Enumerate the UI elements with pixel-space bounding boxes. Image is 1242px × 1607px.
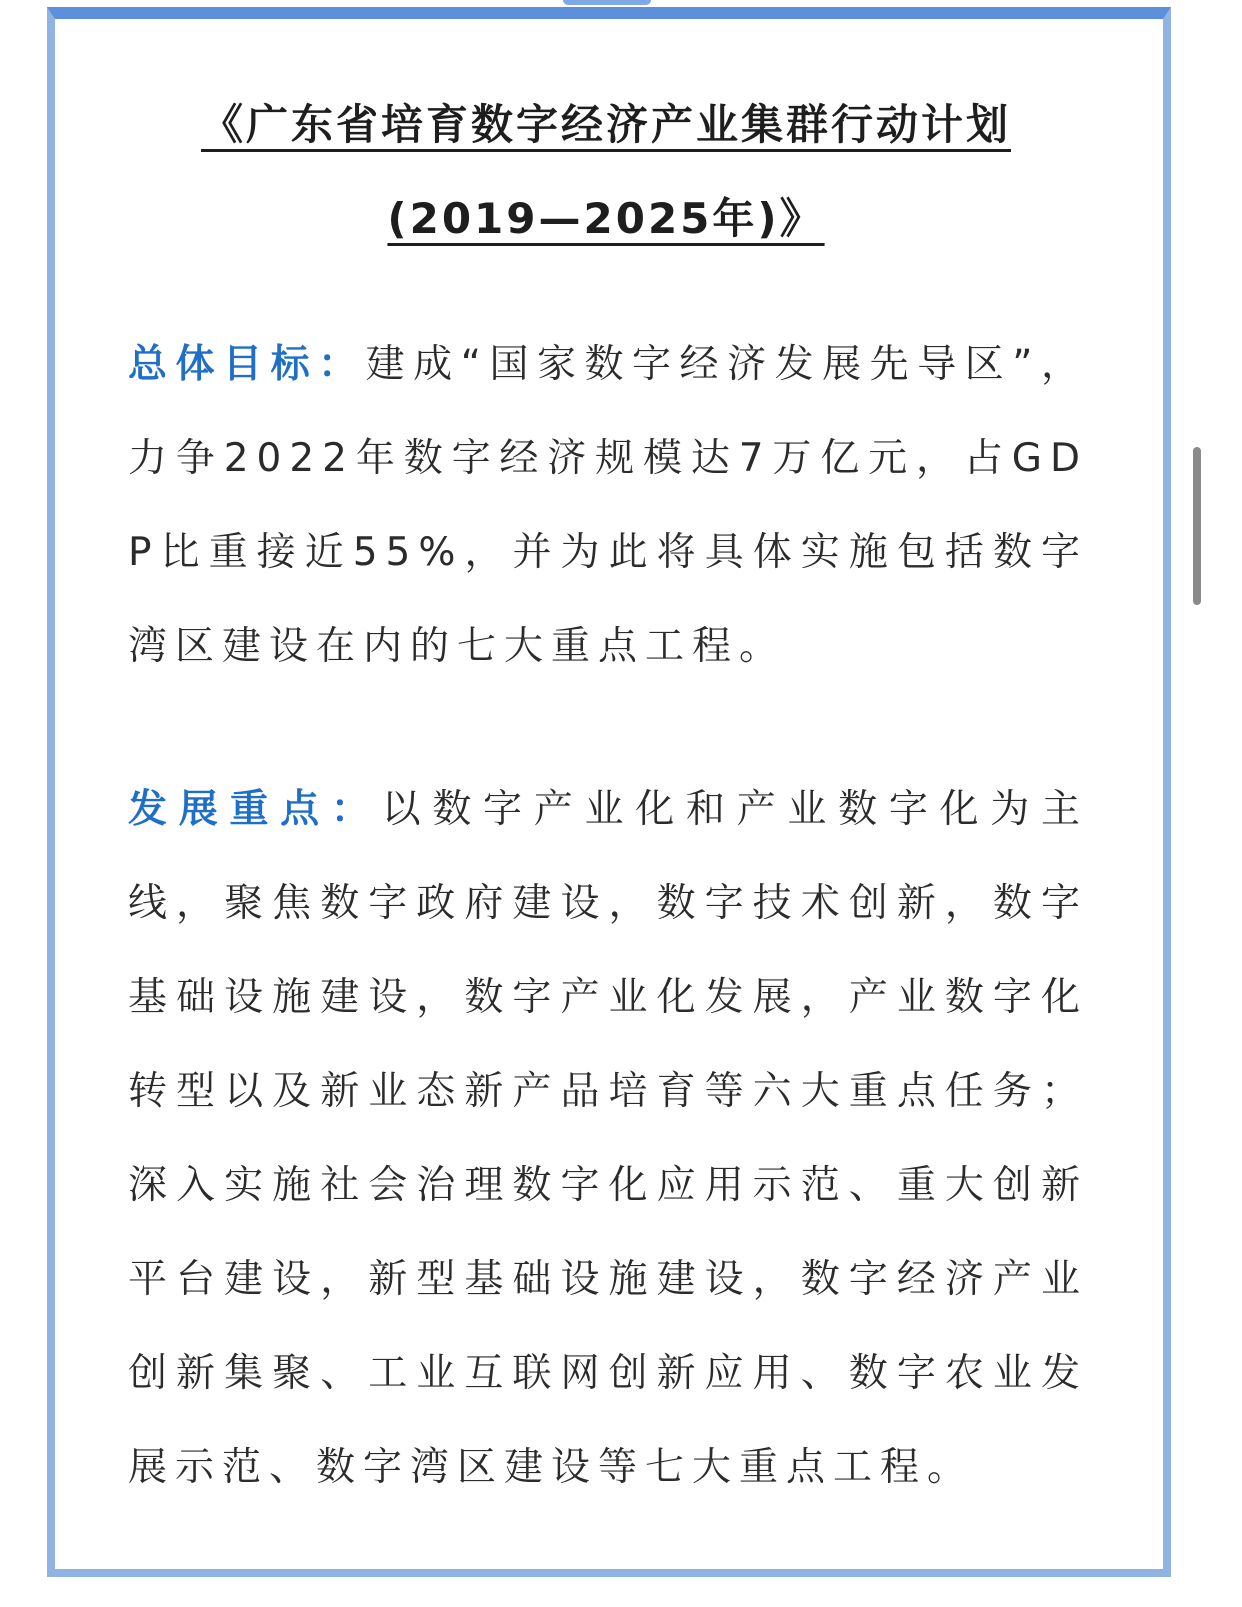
section-overall-goal (128, 318, 1088, 694)
section-label-overall-goal: 总体目标： (128, 342, 366, 387)
top-tab-indicator (563, 0, 651, 5)
section-development-focus (128, 763, 1088, 1515)
section-text-development-focus: 以数字产业化和产业数字化为主线，聚焦数字政府建设，数字技术创新，数字基础设施建设，数字产业化发展，产业数字化转型以及新业态新产品培育等六大重点任务；深入实施社会治理数字化应用示范、重大创新平台建设，新型基础设施建设，数字经济产业创新集聚、工业互联网创新应用、数字农业发展示范、数字湾区建设等七大重点工程。 (128, 787, 1088, 1490)
article-title-text: 《广东省培育数字经济产业集群行动计划(2019—2025年)》 (200, 100, 1011, 243)
section-text-overall-goal: 建成“国家数字经济发展先导区”，力争2022年数字经济规模达7万亿元，占GDP比重接近55%，并为此将具体实施包括数字湾区建设在内的七大重点工程。 (128, 342, 1088, 669)
section-label-development-focus: 发展重点： (128, 787, 382, 832)
article-title (128, 78, 1084, 266)
vertical-scrollbar[interactable] (1193, 447, 1201, 605)
